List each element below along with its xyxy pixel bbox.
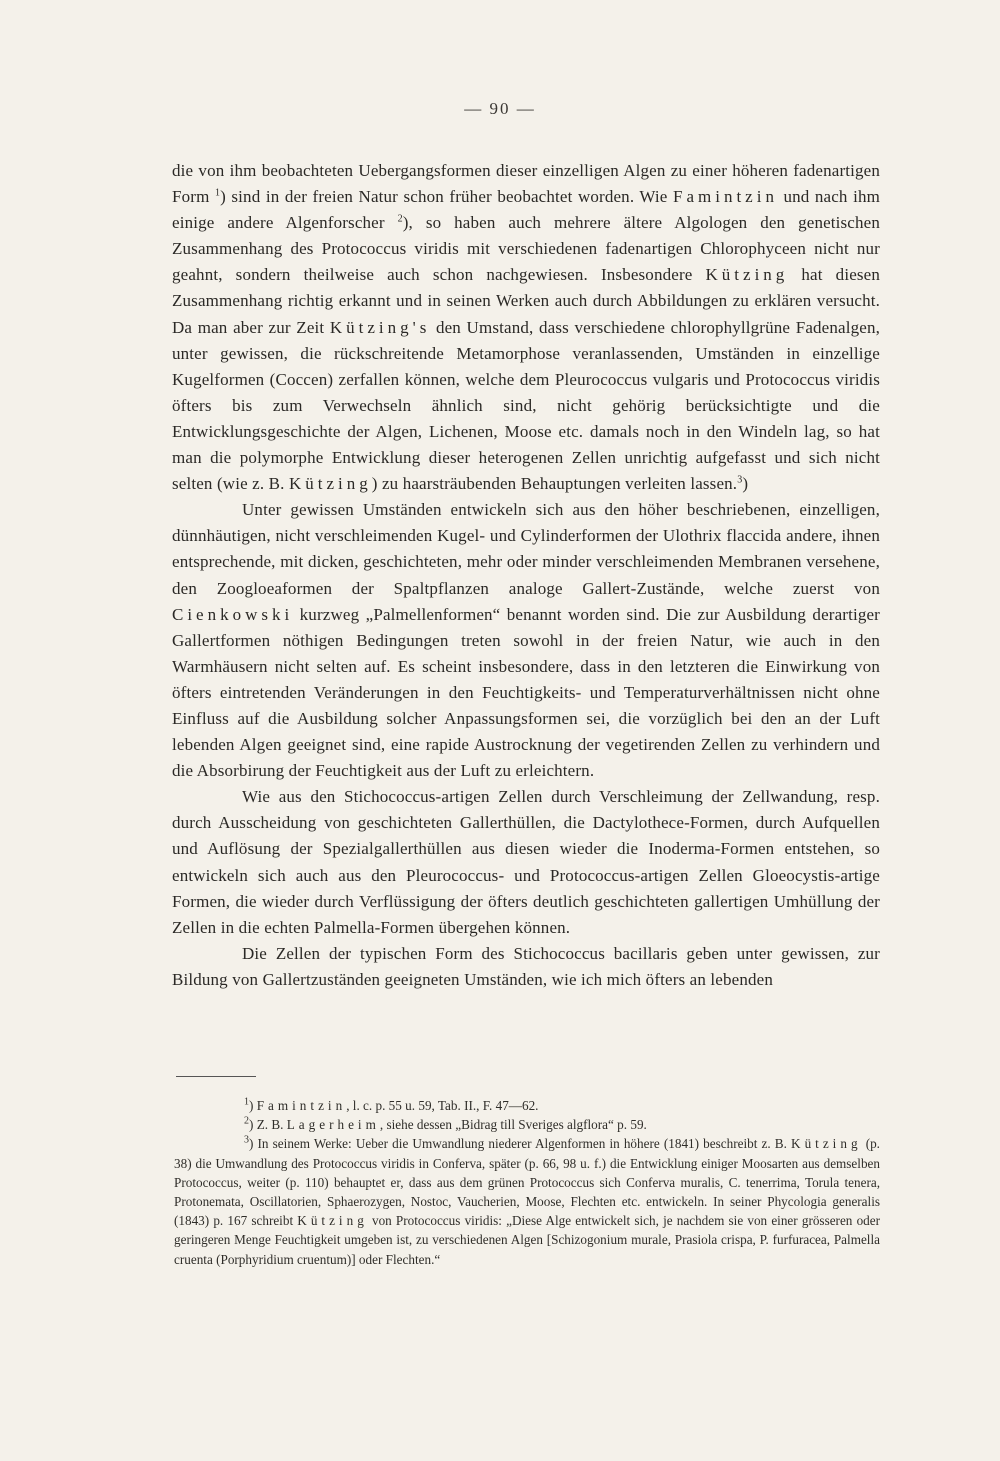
text-run: den Umstand, dass verschiedene chlorophyllgrüne Fadenalgen, unter gewissen, die rückschreitende Metamorphose veranlassenden, Umständen in einzellige Kugelformen (Coccen) zerfallen können, welche dem Pleurococcus vulgaris und Protococcus viridis öfters bis zum Verwechseln ähnlich sind, nicht gehörig berücksichtigte und die Entwicklungsgeschichte der Algen, Lichenen, Moose etc. damals noch in den Windeln lag, so hat man die polymorphe Entwicklung dieser heterogenen Zellen unrichtig aufgefasst und sich nicht selten (wie z. B. [172, 317, 880, 494]
body-paragraph [172, 784, 880, 941]
text-run: ) Z. B. [249, 1117, 287, 1133]
text-run: Unter gewissen Umständen entwickeln sich aus den höher beschriebenen, einzelligen, dünnhäutigen, nicht verschleimenden Kugel- und Cylinderformen der Ulothrix flaccida andere, ihnen entsprechende, mit dicken, geschichteten, mehr oder minder verschleimenden Membranen versehene, den Zoogloeaformen der Spaltpflanzen analoge Gallert-Zustände, welche zuerst von [172, 500, 880, 598]
author-name: Kützing [791, 1136, 862, 1152]
text-run: ) In seinem Werke: Ueber die Umwandlung niederer Algenformen in höhere (1841) beschreibt z. B. [249, 1136, 792, 1152]
text-run: kurzweg „Palmellenformen“ benannt worden sind. Die zur Ausbildung derartiger Gallertformen nöthigen Bedingungen treten sowohl in der freien Natur, wie auch in den Warmhäusern nicht selten auf. Es scheint insbesondere, dass in den letzteren die Einwirkung von öfters eintretenden Veränderungen in den Feuchtigkeits- und Temperaturverhältnissen nicht ohne Einfluss auf die Ausbildung solcher Anpassungsformen sei, die vorzüglich bei den an der Luft lebenden Algen geeignet sind, eine rapide Austrocknung der vegetirenden Zellen zu verhindern und die Absorbirung der Feuchtigkeit aus der Luft zu erleichtern. [172, 604, 880, 781]
page-number: — 90 — [464, 99, 536, 118]
footnote [174, 1096, 880, 1115]
author-name: Cienkowski [172, 604, 294, 624]
body-paragraph [172, 941, 880, 993]
footnote-marker: 2 [244, 1115, 249, 1127]
footnote-marker: 2 [397, 213, 403, 225]
text-run: ) sind in der freien Natur schon früher beobachtet worden. Wie [220, 187, 673, 207]
text-run: ) zu haarsträubenden Behauptungen verleiten lassen. [371, 474, 738, 494]
footnotes [174, 1096, 880, 1269]
text-run: (p. 38) die Umwandlung des Protococcus viridis in Conferva, später (p. 66, 98 u. f.) die Entwicklung einiger Moosarten aus demselben Protococcus, weiter (p. 110) behauptet er, dass aus dem grünen Protococcus sich Conferva muralis, C. tenerrima, Torula tenera, Protonemata, Oscillatorien, Sphaerozygen, Nostoc, Vaucherien, Moose, Flechten etc. entwickeln. In seiner Phycologia generalis (1843) p. 167 schreibt [174, 1136, 880, 1229]
author-name: Kützing [297, 1213, 368, 1229]
footnote-marker: 3 [737, 474, 743, 486]
text-run: von Protococcus viridis: „Diese Alge entwickelt sich, je nachdem sie von einer grösseren oder geringeren Menge Feuchtigkeit umgeben ist, zu verschiedenen Algen [Schizogonium murale, Prasiola crispa, P. furfuracea, Palmella cruenta (Porphyridium cruentum)] oder Flechten.“ [174, 1213, 881, 1267]
footnote-marker: 3 [244, 1135, 249, 1147]
text-run: die von ihm beobachteten Uebergangsformen dieser einzelligen Algen zu einer höheren fadenartigen Form [172, 161, 880, 207]
text-run: ), so haben auch mehrere ältere Algologen den genetischen Zusammenhang des Protococcus viridis mit verschiedenen fadenartigen Chlorophyceen nicht nur geahnt, sondern theilweise auch schon nachgewiesen. Insbesondere [172, 213, 880, 285]
author-name: Famintzin [256, 1098, 347, 1113]
text-run: Wie aus den Stichococcus-artigen Zellen durch Verschleimung der Zellwandung, resp. durch Ausscheidung von geschichteten Gallerthüllen, die Dactylothece-Formen, durch Aufquellen und Auflösung der Spezialgallerthüllen aus diesen wieder die Inoderma-Formen entstehen, so entwickeln sich auch aus den Pleurococcus- und Protococcus-artigen Zellen Gloeocystis-artige Formen, die wieder durch Verflüssigung der öfters deutlich geschichteten gallertigen Umhüllung der Zellen in die echten Palmella-Formen übergehen können. [172, 787, 880, 937]
body-paragraph [172, 158, 880, 497]
text-run: ) [249, 1098, 257, 1113]
footnote-marker: 1 [214, 187, 221, 199]
author-name: Kützing's [329, 317, 431, 337]
body-paragraph [172, 497, 880, 784]
text-run: ) [742, 474, 749, 494]
text-run: , siehe dessen „Bidrag till Sveriges algflora“ p. 59. [379, 1117, 647, 1133]
footnote-separator [176, 1076, 256, 1077]
text-run: , l. c. p. 55 u. 59, Tab. II., F. 47—62. [346, 1098, 539, 1113]
footnote [174, 1134, 880, 1268]
author-name: Famintzin [673, 187, 778, 207]
body-text [172, 158, 880, 993]
text-run: Die Zellen der typischen Form des Stichococcus bacillaris geben unter gewissen, zur Bildung von Gallertzuständen geeigneten Umständen, wie ich mich öfters an lebenden [172, 943, 880, 989]
author-name: Lagerheim [286, 1117, 380, 1133]
text-run: und nach ihm einige andere Algenforscher [172, 187, 880, 233]
footnote-marker: 1 [244, 1096, 249, 1108]
author-name: Kützing [705, 265, 789, 285]
author-name: Kützing [288, 474, 372, 494]
footnote [174, 1115, 880, 1134]
text-run: hat diesen Zusammenhang richtig erkannt und in seinen Werken auch durch Abbildungen zu erklären versucht. Da man aber zur Zeit [172, 265, 880, 337]
